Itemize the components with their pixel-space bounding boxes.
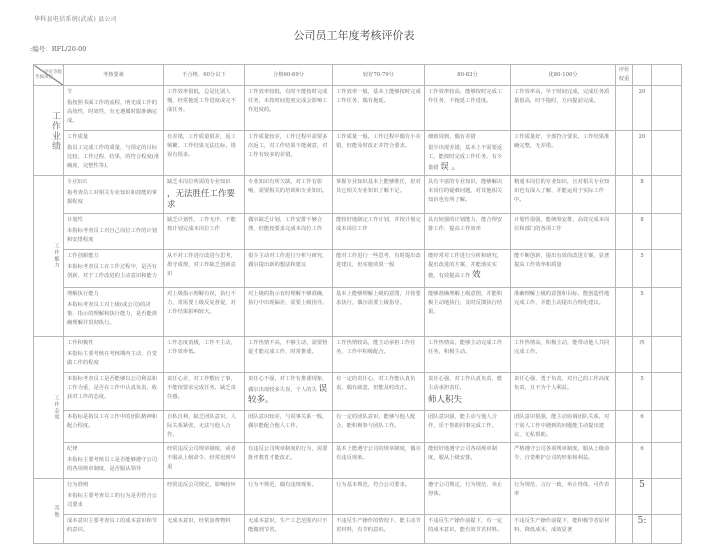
criteria-cell <box>64 479 164 515</box>
criteria-title: 节 <box>67 89 73 95</box>
header-row <box>34 65 682 86</box>
grade-4-cell: 能较好地遵守公司各项规章制度，服从上级安排。 <box>425 443 511 479</box>
eval-input-cell[interactable] <box>616 373 633 411</box>
header-grade-3: 较好70-79分 <box>333 65 425 86</box>
weight-cell: 8 <box>633 214 652 250</box>
grade-4-cell: 具有丰富的专业知识，能够解决本岗位的疑难问题，对其他相关知识也有所了解。 <box>425 176 511 214</box>
grade-2-emphasis: 误较多。 <box>248 384 328 405</box>
extra-input-cell[interactable] <box>652 86 682 131</box>
grade-3-cell: 有一定的责任心，对工作能认真负责，偶有疏忽，但能及时改正。 <box>333 373 425 411</box>
grade-4-emphasis: 师人积失 <box>428 395 463 405</box>
grade-3-cell: 能对工作进行一些思考，有时提出改进建议，但实施效果一般 <box>333 250 425 288</box>
criteria-text: 本指标主要考核员工是否能够遵守公司的各项规章制度，是否服从领导 <box>67 457 158 472</box>
form-code: :编号：RFL/20-00 <box>30 45 87 53</box>
header-eval-weight: 评价权重 <box>616 65 633 86</box>
grade-2-cell: 行为不规范，偶有违规现象。 <box>245 479 333 515</box>
weight-cell: 5 <box>633 250 652 288</box>
grade-3-cell: 不违反生产操作的情况下，能主动节省材料，有节约意识。 <box>333 515 425 544</box>
grade-4-cell: 工作效率较高，能够按时完成工作任务，不拖延工作进度。 <box>425 86 511 131</box>
grade-2-cell <box>245 373 333 411</box>
grade-5-cell: 行为规范，言行一致，举止得体，可作表率 <box>511 479 616 515</box>
table-row <box>34 373 682 411</box>
criteria-text: 本指标考查员工对自己岗位工作的计划和安排程度 <box>67 228 158 243</box>
criteria-text: 本指标主要考查员工的行为是否符合公司要求 <box>67 493 158 508</box>
grade-5-cell: 准确理解上级的意图和目标，能创造性地完成工作，并能主动提出合理化建议。 <box>511 288 616 337</box>
weight-cell: 8 <box>633 176 652 214</box>
organization-name: 华科县电信系统(武威) 县公司 <box>34 16 118 23</box>
extra-input-cell[interactable] <box>652 250 682 288</box>
table-row <box>34 411 682 443</box>
table-row <box>34 288 682 337</box>
grade-3-cell: 行为基本规范，符合公司要求。 <box>333 479 425 515</box>
grade-1-cell: 自私自利，缺乏团队意识，人际关系紧张，无法与他人合作。 <box>164 411 245 443</box>
grade-4-text: 很少出现差错，基本上不需要返工，能按时完成工作任务，有少量错 <box>428 145 503 171</box>
criteria-cell: 本指标考查员工是否能够以公司利益和工作为重，是否在工作中认真负责，收获对工作的态度。 <box>64 373 164 411</box>
criteria-cell <box>64 443 164 479</box>
eval-input-cell[interactable] <box>616 288 633 337</box>
grade-5-cell: 团队意识很强，能主动协调团队关系，对于别人工作中遇到的问题能主动提出建议，无私帮助。 <box>511 411 616 443</box>
grade-5-cell: 工作质量好，全部符合要求，工作结果准确完整，无差错。 <box>511 131 616 176</box>
header-grade-5: 优80-100分 <box>511 65 616 86</box>
grade-1-cell: 缺乏计划性，工作无序，不能按计划完成本岗位工作 <box>164 214 245 250</box>
eval-input-cell[interactable] <box>616 250 633 288</box>
weight-cell: 5 <box>633 479 652 515</box>
header-extra <box>652 65 682 86</box>
page-title: 公司员工年度考核评价表 <box>293 29 415 42</box>
grade-1-cell: 有差错，工作质量很差，返工频繁，工作结果无法达标，错误有很多。 <box>164 131 245 176</box>
table-row <box>34 214 682 250</box>
grade-1-cell: 经常违反公司规定，影响较坏 <box>164 479 245 515</box>
eval-input-cell[interactable] <box>616 411 633 443</box>
grade-3-cell: 基本上能够理解上级的意图，并按要求执行，偶尔需要上级指导。 <box>333 288 425 337</box>
grade-2-text: 责任心不强，对工作有推诿现象，偶尔出现较多失误，个人的失 <box>248 376 328 393</box>
grade-4-cell: 团队意识强，能主动与他人合作，乐于帮助同事完成工作。 <box>425 411 511 443</box>
grade-2-cell: 专业知识有所欠缺，对工作有影响，需要相关的培训和专业知识。 <box>245 176 333 214</box>
grade-1-cell: 对上级指示理解有误，执行不力，常需要上级反复督促，对工作结果影响较大。 <box>164 288 245 337</box>
grade-3-cell: 工作效率一般，基本上能够按时完成工作任务，偶有拖延。 <box>333 86 425 131</box>
criteria-cell <box>64 288 164 337</box>
grade-5-cell: 工作效率高，早于时间完成，完成任务质量很高，时不拖时，方向提前完成。 <box>511 86 616 131</box>
grade-1-pre: 缺乏本岗位所需的专业知识 <box>167 179 231 185</box>
criteria-cell: 成本意识主要考查员工的成本意识和节约意识。 <box>64 515 164 544</box>
table-row <box>34 86 682 131</box>
table-row <box>34 479 682 515</box>
grade-2-cell: 工作质量较差，工作过程中需要多次返工，对工作结果不能满意，对工作有较多的差错。 <box>245 131 333 176</box>
criteria-cell <box>64 337 164 373</box>
extra-input-cell[interactable] <box>652 479 682 515</box>
criteria-cell <box>64 176 164 214</box>
eval-input-cell[interactable] <box>616 479 633 515</box>
grade-4-cell: 工作热情高，能够主动完成工作任务，积极主动。 <box>425 337 511 373</box>
grade-1-cell <box>164 176 245 214</box>
criteria-text: 本指标考查员工对上级(或公司)的决策、指示的理解和执行能力，是否能准确理解并贯彻执行。 <box>67 302 158 326</box>
extra-input-cell[interactable] <box>652 515 682 544</box>
category-performance: 工作业绩 <box>34 86 64 176</box>
grade-2-cell: 很少主动对工作进行分析与研究，偶尔提出新的想法和建议 <box>245 250 333 288</box>
grade-1-cell: 工作效率很低，总是比别人慢，经常拖延工作进度或完不成任务。 <box>164 86 245 131</box>
weight-cell: 四 <box>633 337 652 373</box>
criteria-title: 行为准则 <box>67 482 89 488</box>
criteria-title: 工作创新能力 <box>67 253 99 259</box>
criteria-cell <box>64 250 164 288</box>
eval-input-cell[interactable] <box>616 214 633 250</box>
extra-input-cell[interactable] <box>652 288 682 337</box>
eval-input-cell[interactable] <box>616 86 633 131</box>
grade-5-cell: 能不断创新，提出有效的改进方案，显著提高工作效率和质量 <box>511 250 616 288</box>
table-row <box>34 131 682 176</box>
criteria-title: 工作积极性 <box>67 340 94 346</box>
category-attitude: 工作态度 <box>34 337 64 479</box>
evaluation-table <box>33 64 682 544</box>
grade-1-cell: 工作态度消极，工作不主动，工作效率低。 <box>164 337 245 373</box>
grade-4-cell <box>425 131 511 176</box>
table-row <box>34 176 682 214</box>
grade-4-emphasis: 效 <box>472 270 481 280</box>
category-ability: 工作能力 <box>34 176 64 337</box>
criteria-text: 指按照书面工作的流程，明光成工作的高效性，时效性，有无遵循时限准确完成。 <box>67 100 158 124</box>
criteria-cell: 本指标是指员工在工作中的团队精神和配合程度。 <box>64 411 164 443</box>
grade-3-cell: 工作质量一般，工作过程中偶有小差错，但能及时改正并符合要求。 <box>333 131 425 176</box>
header-grade-2: 合格60-69分 <box>245 65 333 86</box>
grade-1-cell: 责任心差，对工作敷衍了事，不能按要求完成任务，缺乏责任感。 <box>164 373 245 411</box>
criteria-text: 本指标考查员工在工作过程中，是否有创新，对于工作改进的主动意识和能力 <box>67 264 158 279</box>
weight-cell: 20 <box>633 86 652 131</box>
eval-input-cell[interactable] <box>616 131 633 176</box>
extra-input-cell[interactable] <box>652 131 682 176</box>
grade-4-cell <box>425 250 511 288</box>
grade-5-cell: 严格遵守公司各项规章制度，服从上级命令，自觉维护公司的形象和利益。 <box>511 443 616 479</box>
grade-4-cell: 遵守公司规定，行为规范，举止得体。 <box>425 479 511 515</box>
eval-input-cell[interactable] <box>616 337 633 373</box>
criteria-title: 纪律 <box>67 446 78 452</box>
grade-3-cell: 工作热情较高，能主动承担工作任务，工作中积极配合。 <box>333 337 425 373</box>
criteria-title: 理解执行能力 <box>67 291 99 297</box>
diagonal-header-cell <box>34 65 64 86</box>
grade-1-cell: 无成本意识，经常浪费物料 <box>164 515 245 544</box>
grade-1-cell: 经常违反公司规章制度，或者不服从上级命令，经常迟到早退 <box>164 443 245 479</box>
table-row <box>34 515 682 544</box>
header-score <box>633 65 652 86</box>
weight-cell: 6 <box>633 411 652 443</box>
grade-5-cell: 工作热情高，积极主动，能带动他人共同完成工作。 <box>511 337 616 373</box>
eval-input-cell[interactable] <box>616 515 633 544</box>
criteria-cell <box>64 86 164 131</box>
weight-cell: 5 <box>633 288 652 337</box>
grade-3-cell: 基本上能遵守公司的规章制度，偶尔有违反现象。 <box>333 443 425 479</box>
weight-cell: 5: <box>633 515 652 544</box>
weight-cell: 20 <box>633 131 652 176</box>
grade-3-cell: 有一定的团队意识，能够与他人配合，能积极参与团队工作。 <box>333 411 425 443</box>
grade-4-cell: 具有较强的计划能力，能合理安排工作，提高工作效率 <box>425 214 511 250</box>
grade-2-cell: 工作热情不高，不够主动，需要督促才能完成工作，时常推诿。 <box>245 337 333 373</box>
criteria-title: 工作质量 <box>67 134 89 140</box>
extra-input-cell[interactable] <box>652 176 682 214</box>
diag-top-label: 评价等级 <box>44 70 62 75</box>
grade-4-cell <box>425 373 511 411</box>
header-criteria: 考核要素 <box>64 65 164 86</box>
extra-input-cell[interactable] <box>652 373 682 411</box>
grade-3-cell: 能较好地制定工作计划，并按计划完成本岗位工作 <box>333 214 425 250</box>
header-grade-4: 80-83分 <box>425 65 511 86</box>
extra-input-cell[interactable] <box>652 214 682 250</box>
criteria-cell <box>64 131 164 176</box>
weight-cell: 5 <box>633 373 652 411</box>
grade-2-cell: 有违反公司规章制度的行为，需要批评教育才能改正。 <box>245 443 333 479</box>
table-row <box>34 443 682 479</box>
grade-5-cell: 计划性很强，能统筹安排，高效完成本岗位和部门的各项工作 <box>511 214 616 250</box>
grade-2-cell: 无成本意识，生产工艺范围内只不能做到节省。 <box>245 515 333 544</box>
grade-5-cell: 精通本岗位的专业知识，且对相关专业知识也有深入了解，并能运用于实际工作中。 <box>511 176 616 214</box>
grade-4-emphasis: 误 。 <box>440 162 460 172</box>
extra-input-cell[interactable] <box>652 411 682 443</box>
grade-4-pre: 细致周到，偶有差错 <box>428 134 476 140</box>
table-row <box>34 337 682 373</box>
extra-input-cell[interactable] <box>652 337 682 373</box>
criteria-cell <box>64 214 164 250</box>
grade-4-text: 责任心强，对工作认真负责，能主动承担责任， <box>428 376 503 391</box>
grade-2-cell: 团队意识较差，与同事关系一般，偶尔能配合他人工作。 <box>245 411 333 443</box>
criteria-text: 指员工完成工作的质量，与预定的目标比较，工作过程、结果，的符合程度(准确度，完整性等)。 <box>67 145 160 169</box>
grade-5-cell: 责任心强，勇于负责，对自己的工作高度负责，且不为个人利益。 <box>511 373 616 411</box>
weight-cell: 6 <box>633 443 652 479</box>
criteria-title: 计划性 <box>67 217 83 223</box>
table-row <box>34 250 682 288</box>
header-grade-1: 不合格，60分以下 <box>164 65 245 86</box>
grade-2-cell: 对上级的指示有时理解不够准确，执行中出现偏差，需要上级指导。 <box>245 288 333 337</box>
grade-5-cell: 不违反生产操作前提下，能积极节省原材料，降低成本，成效显著 <box>511 515 616 544</box>
extra-input-cell[interactable] <box>652 443 682 479</box>
grade-4-text: 能经常对工作进行分析和研究，提出改进的方案，并能落实实施，有效提高工作 <box>428 253 503 279</box>
grade-2-cell: 偶尔缺乏计划，工作安排不够合理，但能按要求完成本岗位工作 <box>245 214 333 250</box>
grade-4-cell: 能够准确理解上级意图，并能积极主动地执行，及时反馈执行结果。 <box>425 288 511 337</box>
grade-4-cell: 不违反生产操作前提下，有一定的成本意识，能有效节省材料。 <box>425 515 511 544</box>
criteria-title: 专业知识 <box>67 179 88 185</box>
criteria-text: 本指标主要考核在考核期内主动、自觉做工作的程度 <box>67 351 158 366</box>
diag-bottom-label: 考核项目 <box>35 75 53 80</box>
eval-input-cell[interactable] <box>616 443 633 479</box>
grade-1-emphasis: ，无法胜任工作要求 <box>167 189 236 210</box>
eval-input-cell[interactable] <box>616 176 633 214</box>
category-other: 其他 <box>34 479 64 544</box>
grade-3-cell: 掌握专业知识基本上能够胜任，但对其它相关专业知识了解不足。 <box>333 176 425 214</box>
criteria-text: 指考查员工对相关专业知识和技能的掌握程度 <box>67 190 158 205</box>
grade-2-cell: 工作效率较低，有时不能按时完成任务，未按时间进度完成会影响工作进度的。 <box>245 86 333 131</box>
grade-1-cell: 从不对工作进行改进与思考，墨守成规，对工作缺乏创新意识 <box>164 250 245 288</box>
